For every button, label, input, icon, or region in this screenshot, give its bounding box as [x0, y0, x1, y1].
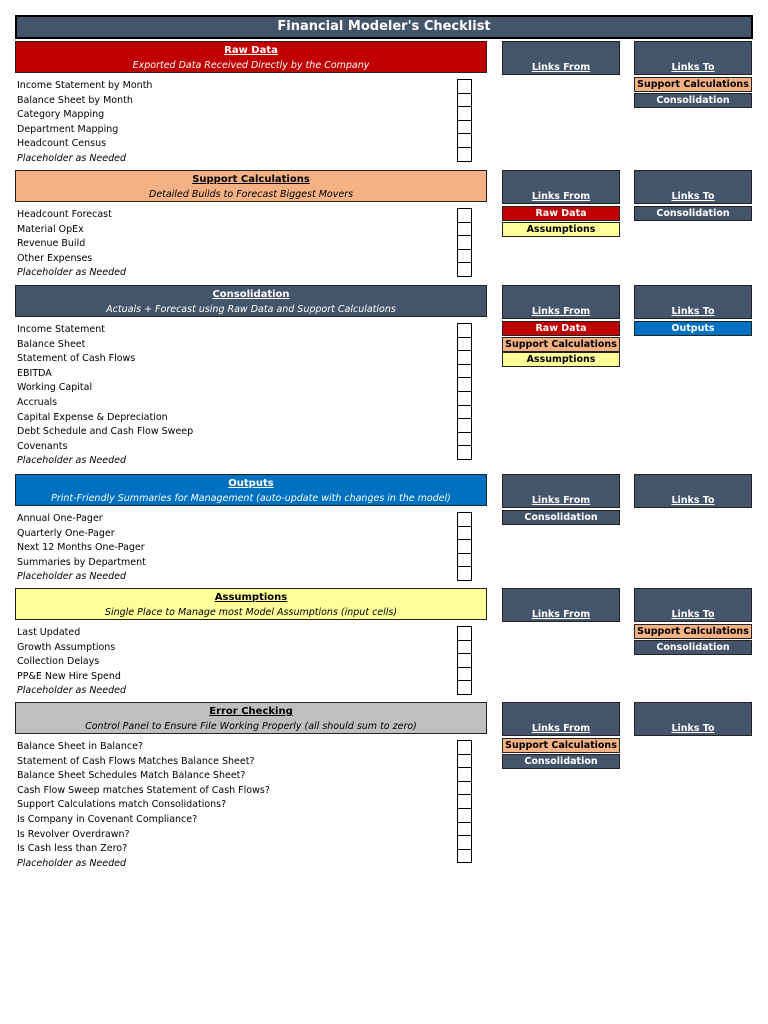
links-from-list: [502, 206, 620, 237]
checkbox[interactable]: [457, 249, 472, 264]
checklist-item: PP&E New Hire Spend: [17, 670, 121, 682]
checklist-item: Placeholder as Needed: [17, 455, 127, 467]
checkbox[interactable]: [457, 781, 472, 796]
links-to-list: [634, 624, 752, 655]
checklist-item: Other Expenses: [17, 252, 93, 264]
checkbox[interactable]: [457, 222, 472, 237]
link-tag-consolidation[interactable]: Consolidation: [634, 640, 752, 655]
checklist-item: EBITDA: [17, 367, 52, 379]
checklist-item: Quarterly One-Pager: [17, 527, 115, 539]
link-tag-consolidation[interactable]: Consolidation: [502, 510, 620, 525]
checkbox[interactable]: [457, 794, 472, 809]
section-title[interactable]: Raw Data: [224, 45, 278, 56]
links-to-list: [634, 321, 752, 337]
links-from-header[interactable]: Links From: [502, 588, 620, 622]
checkbox[interactable]: [457, 680, 472, 695]
checkbox[interactable]: [457, 626, 472, 641]
checkbox[interactable]: [457, 133, 472, 148]
checklist-items: [17, 208, 457, 281]
links-to-header[interactable]: Links To: [634, 474, 752, 508]
checklist-item: Accruals: [17, 396, 58, 408]
checkbox-column: [457, 79, 472, 162]
checkbox[interactable]: [457, 405, 472, 420]
checkbox[interactable]: [457, 262, 472, 277]
section-title[interactable]: Consolidation: [212, 289, 290, 300]
section-header-outputs: [15, 474, 487, 506]
section-description: Actuals + Forecast using Raw Data and Support Calculations: [106, 304, 396, 315]
links-to-list: [634, 77, 752, 108]
checklist-item: Placeholder as Needed: [17, 267, 127, 279]
link-tag-raw-data[interactable]: Raw Data: [502, 321, 620, 336]
sheet-title: Financial Modeler's Checklist: [15, 15, 753, 39]
checkbox[interactable]: [457, 566, 472, 581]
checklist-item: Headcount Forecast: [17, 209, 112, 220]
section-title[interactable]: Error Checking: [209, 706, 293, 717]
checklist-item: Headcount Census: [17, 138, 107, 150]
links-to-header[interactable]: Links To: [634, 41, 752, 75]
checkbox[interactable]: [457, 849, 472, 864]
checkbox[interactable]: [457, 120, 472, 135]
checkbox[interactable]: [457, 740, 472, 755]
links-from-header[interactable]: Links From: [502, 170, 620, 204]
link-tag-assumptions[interactable]: Assumptions: [502, 222, 620, 237]
checklist-item: Balance Sheet by Month: [17, 94, 133, 106]
checklist-item: Revenue Build: [17, 238, 86, 250]
section-description: Print-Friendly Summaries for Management (auto-update with changes in the model): [51, 493, 451, 504]
section-description: Control Panel to Ensure File Working Properly (all should sum to zero): [85, 721, 417, 732]
checklist-item: Material OpEx: [17, 223, 84, 235]
checklist-item: Category Mapping: [17, 109, 105, 121]
checklist-item: Balance Sheet: [17, 338, 86, 350]
checklist-item: Placeholder as Needed: [17, 152, 127, 164]
links-from-header[interactable]: Links From: [502, 474, 620, 508]
section-title[interactable]: Assumptions: [214, 592, 288, 603]
section-title[interactable]: Outputs: [228, 478, 274, 489]
section-description: Exported Data Received Directly by the Company: [132, 60, 370, 71]
links-to-header[interactable]: Links To: [634, 702, 752, 736]
checkbox[interactable]: [457, 640, 472, 655]
checkbox[interactable]: [457, 835, 472, 850]
links-from-list: [502, 510, 620, 526]
link-tag-consolidation[interactable]: Consolidation: [634, 93, 752, 108]
checklist-items: [17, 740, 457, 871]
section-header-consolidation: [15, 285, 487, 317]
link-tag-consolidation[interactable]: Consolidation: [502, 754, 620, 769]
link-tag-support-calculations[interactable]: Support Calculations: [502, 337, 620, 352]
section-header-assumptions: [15, 588, 487, 620]
checklist-item: Working Capital: [17, 382, 93, 394]
checkbox[interactable]: [457, 767, 472, 782]
links-to-header[interactable]: Links To: [634, 170, 752, 204]
checklist-items: [17, 626, 457, 699]
checklist-item: Department Mapping: [17, 123, 119, 135]
checkbox[interactable]: [457, 208, 472, 223]
checkbox[interactable]: [457, 754, 472, 769]
checklist-item: Capital Expense & Depreciation: [17, 411, 168, 423]
checkbox[interactable]: [457, 553, 472, 568]
link-tag-assumptions[interactable]: Assumptions: [502, 352, 620, 367]
checkbox[interactable]: [457, 323, 472, 338]
checkbox[interactable]: [457, 445, 472, 460]
checklist-items: [17, 323, 457, 469]
links-from-list: [502, 321, 620, 368]
checklist-item: Balance Sheet in Balance?: [17, 741, 144, 752]
checkbox[interactable]: [457, 418, 472, 433]
links-to-list: [634, 206, 752, 222]
checkbox[interactable]: [457, 512, 472, 527]
checkbox[interactable]: [457, 391, 472, 406]
checklist-item: Is Cash less than Zero?: [17, 843, 128, 855]
links-to-header[interactable]: Links To: [634, 285, 752, 319]
checklist-item: Statement of Cash Flows: [17, 353, 136, 365]
checklist-item: Placeholder as Needed: [17, 857, 127, 869]
checklist-item: Statement of Cash Flows Matches Balance Sheet?: [17, 755, 255, 767]
checkbox-column: [457, 626, 472, 695]
checkbox-column: [457, 512, 472, 581]
checkbox[interactable]: [457, 822, 472, 837]
checkbox[interactable]: [457, 539, 472, 554]
checkbox[interactable]: [457, 93, 472, 108]
checkbox[interactable]: [457, 147, 472, 162]
checklist-item: Annual One-Pager: [17, 513, 103, 524]
section-header-raw-data: [15, 41, 487, 73]
checkbox[interactable]: [457, 350, 472, 365]
checkbox[interactable]: [457, 364, 472, 379]
checkbox[interactable]: [457, 337, 472, 352]
checklist-items: [17, 512, 457, 585]
checklist-item: Summaries by Department: [17, 556, 146, 568]
checklist-item: Next 12 Months One-Pager: [17, 542, 145, 554]
checklist-item: Debt Schedule and Cash Flow Sweep: [17, 426, 194, 438]
checkbox[interactable]: [457, 667, 472, 682]
link-tag-raw-data[interactable]: Raw Data: [502, 206, 620, 221]
checklist-item: Last Updated: [17, 627, 81, 638]
section-description: Single Place to Manage most Model Assumptions (input cells): [104, 607, 398, 618]
checkbox-column: [457, 323, 472, 460]
links-from-header[interactable]: Links From: [502, 41, 620, 75]
checklist-item: Income Statement by Month: [17, 80, 153, 91]
section-description: Detailed Builds to Forecast Biggest Movers: [148, 189, 354, 200]
checklist-item: Placeholder as Needed: [17, 685, 127, 697]
checkbox[interactable]: [457, 526, 472, 541]
checkbox-column: [457, 740, 472, 863]
section-header-support-calculations: [15, 170, 487, 202]
checklist-item: Is Revolver Overdrawn?: [17, 828, 130, 840]
links-from-header[interactable]: Links From: [502, 702, 620, 736]
checkbox[interactable]: [457, 432, 472, 447]
checklist-item: Balance Sheet Schedules Match Balance Sheet?: [17, 770, 246, 782]
section-title[interactable]: Support Calculations: [192, 174, 310, 185]
checklist-item: Placeholder as Needed: [17, 571, 127, 583]
links-from-header[interactable]: Links From: [502, 285, 620, 319]
checkbox[interactable]: [457, 808, 472, 823]
checklist-item: Is Company in Covenant Compliance?: [17, 813, 198, 825]
checklist-item: Cash Flow Sweep matches Statement of Cash Flows?: [17, 784, 270, 796]
link-tag-support-calculations[interactable]: Support Calculations: [634, 624, 752, 639]
links-to-header[interactable]: Links To: [634, 588, 752, 622]
link-tag-support-calculations[interactable]: Support Calculations: [502, 738, 620, 753]
links-from-list: [502, 738, 620, 769]
checkbox[interactable]: [457, 653, 472, 668]
checkbox-column: [457, 208, 472, 277]
checkbox[interactable]: [457, 377, 472, 392]
checklist-item: Covenants: [17, 440, 68, 452]
checkbox[interactable]: [457, 79, 472, 94]
checklist-item: Support Calculations match Consolidations?: [17, 799, 227, 811]
section-header-error-checking: [15, 702, 487, 734]
checklist-item: Income Statement: [17, 324, 105, 335]
checkbox[interactable]: [457, 106, 472, 121]
link-tag-outputs[interactable]: Outputs: [634, 321, 752, 336]
checklist-item: Growth Assumptions: [17, 641, 116, 653]
checklist-item: Collection Delays: [17, 656, 100, 668]
link-tag-support-calculations[interactable]: Support Calculations: [634, 77, 752, 92]
checkbox[interactable]: [457, 235, 472, 250]
checklist-items: [17, 79, 457, 167]
link-tag-consolidation[interactable]: Consolidation: [634, 206, 752, 221]
